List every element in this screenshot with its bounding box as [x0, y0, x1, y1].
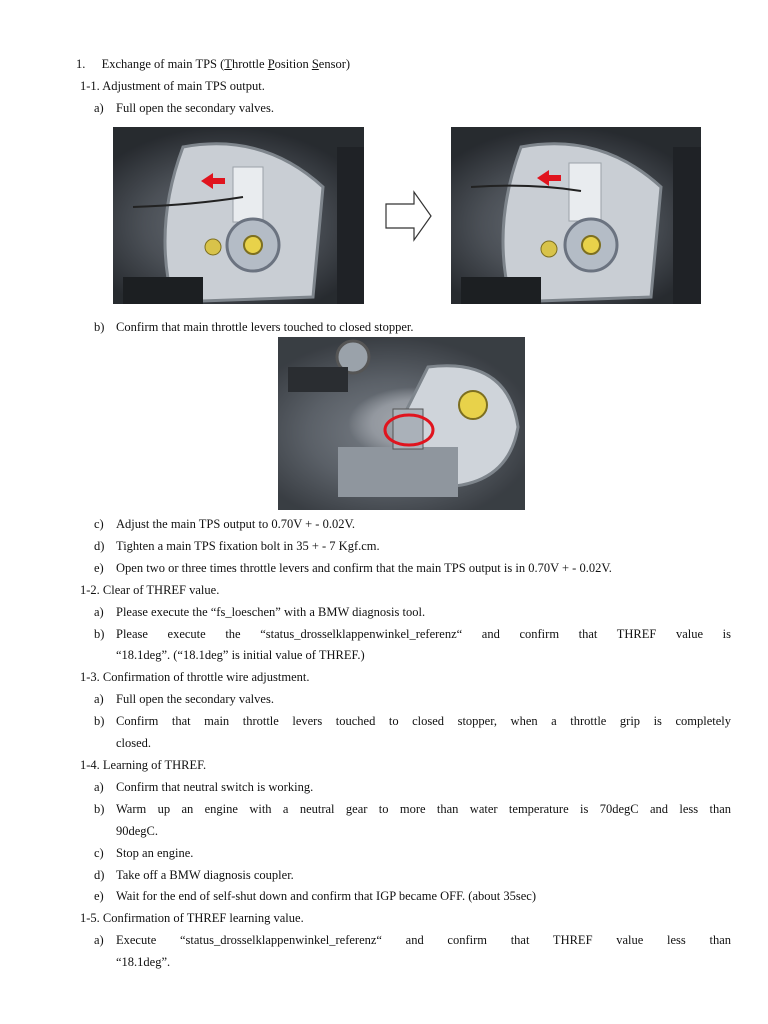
item-marker: e): [94, 889, 104, 903]
item-marker: b): [94, 714, 105, 728]
item-text-continued: closed.: [116, 736, 152, 750]
item-marker: a): [94, 692, 104, 706]
heading-word-position: osition: [274, 57, 312, 71]
subsection-title-1-2: 1-2. Clear of THREF value.: [80, 583, 220, 597]
photo-throttle-before: [113, 127, 364, 304]
item-marker: d): [94, 539, 105, 553]
heading-initial-p: P: [267, 57, 275, 71]
item-text-continued: “18.1deg”.: [116, 955, 171, 969]
photo-throttle-after: [451, 127, 701, 304]
heading-text-pre: Exchange of main TPS (: [101, 57, 225, 71]
heading-number: 1.: [76, 57, 86, 71]
item-marker: a): [94, 605, 104, 619]
photo-throttle-before-drawing: [113, 127, 364, 304]
subsection-title-1-4: 1-4. Learning of THREF.: [80, 758, 207, 772]
item-marker: a): [94, 780, 104, 794]
item-text: Confirm that main throttle levers touched to closed stopper, when a throttle grip is completely: [116, 714, 731, 728]
item-marker: d): [94, 868, 105, 882]
item-marker: c): [94, 846, 104, 860]
item-text: Open two or three times throttle levers and confirm that the main TPS output is in 0.70V + - 0.02V.: [116, 561, 612, 575]
item-marker: b): [94, 627, 105, 641]
item-marker: a): [94, 101, 104, 115]
item-text: Stop an engine.: [116, 846, 194, 860]
item-text: Confirm that neutral switch is working.: [116, 780, 314, 794]
heading-initial-t: T: [224, 57, 232, 71]
photo-closed-stopper: [278, 337, 525, 510]
subsection-title-1-3: 1-3. Confirmation of throttle wire adjustment.: [80, 670, 310, 684]
item-marker: b): [94, 320, 105, 334]
heading-word-sensor: ensor): [318, 57, 351, 71]
section-heading: [76, 55, 350, 73]
item-text: Warm up an engine with a neutral gear to more than water temperature is 70degC and less than: [116, 802, 731, 816]
photo-throttle-after-drawing: [451, 127, 701, 304]
item-marker: a): [94, 933, 104, 947]
item-text: Please execute the “status_drosselklappenwinkel_referenz“ and confirm that THREF value is: [116, 627, 731, 641]
item-text: Execute “status_drosselklappenwinkel_referenz“ and confirm that THREF value less than: [116, 933, 731, 947]
item-text: Full open the secondary valves.: [116, 101, 274, 115]
subsection-title-1-5: 1-5. Confirmation of THREF learning value.: [80, 911, 304, 925]
item-marker: c): [94, 517, 104, 531]
item-text: Confirm that main throttle levers touched to closed stopper.: [116, 320, 414, 334]
item-text: Adjust the main TPS output to 0.70V + - 0.02V.: [116, 517, 356, 531]
heading-initial-s: S: [311, 57, 319, 71]
item-text-continued: 90degC.: [116, 824, 159, 838]
item-text: Please execute the “fs_loeschen” with a BMW diagnosis tool.: [116, 605, 426, 619]
photo-closed-stopper-drawing: [278, 337, 525, 510]
item-text: Tighten a main TPS fixation bolt in 35 + - 7 Kgf.cm.: [116, 539, 380, 553]
item-text: Full open the secondary valves.: [116, 692, 274, 706]
item-text: Take off a BMW diagnosis coupler.: [116, 868, 294, 882]
item-marker: e): [94, 561, 104, 575]
subsection-title-1-1: 1-1. Adjustment of main TPS output.: [80, 79, 265, 93]
right-arrow-icon: [384, 190, 434, 242]
item-marker: b): [94, 802, 105, 816]
heading-word-throttle: hrottle: [231, 57, 268, 71]
item-text-continued: “18.1deg”. (“18.1deg” is initial value of THREF.): [116, 648, 365, 662]
item-text: Wait for the end of self-shut down and confirm that IGP became OFF. (about 35sec): [116, 889, 536, 903]
